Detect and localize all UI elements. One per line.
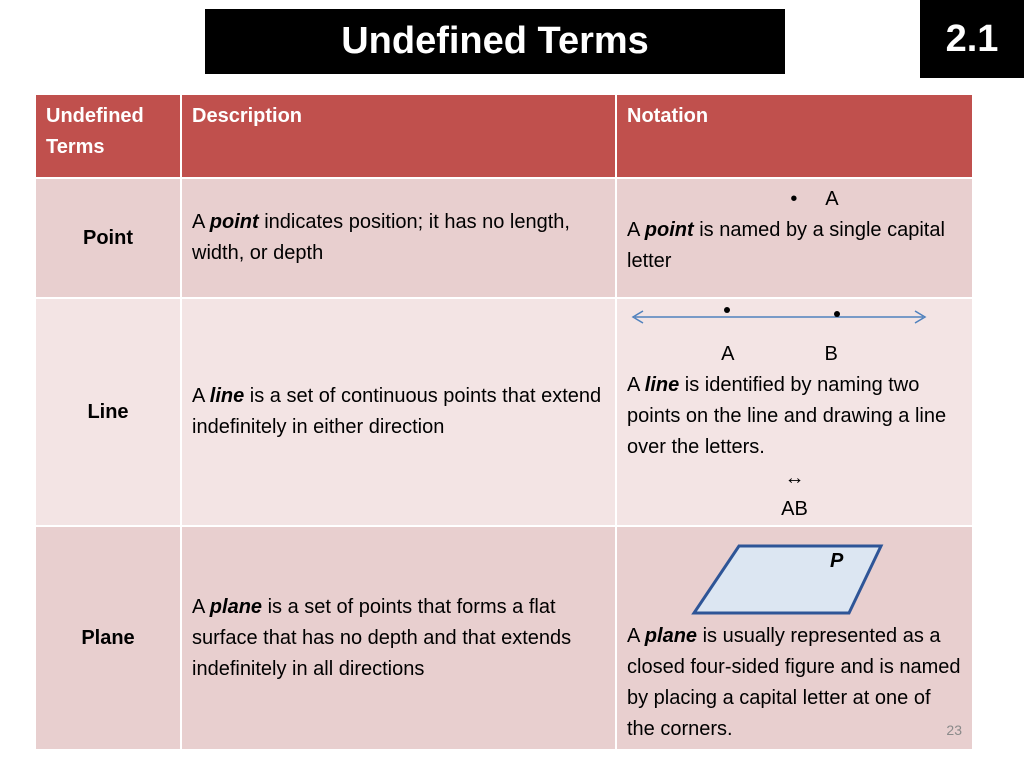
plane-parallelogram	[694, 546, 881, 613]
table-row-plane	[35, 526, 973, 750]
undefined-terms-table	[34, 93, 974, 751]
point-dot-icon: •	[790, 188, 798, 210]
notation-point-text: A point is named by a single capital letter	[627, 219, 945, 272]
description-point: A point indicates position; it has no length, width, or depth	[181, 178, 616, 298]
notation-plane-text: A plane is usually represented as a closed four-sided figure and is named by placing a capital letter at one of the corners.	[627, 625, 961, 740]
notation-line-text: A line is identified by naming two points on the line and drawing a line over the letters.	[627, 374, 947, 458]
notation-plane	[616, 526, 973, 750]
term-point: Point	[35, 178, 181, 298]
section-badge: 2.1	[920, 0, 1024, 78]
line-point-b-dot	[834, 311, 840, 317]
plane-label-p: P	[830, 550, 844, 572]
table-row-point	[35, 178, 973, 298]
header-notation: Notation	[616, 94, 973, 178]
table-header-row	[35, 94, 973, 178]
description-plane: A plane is a set of points that forms a flat surface that has no depth and that extends indefinitely in all directions	[181, 526, 616, 750]
line-label-a: A	[721, 343, 735, 365]
plane-diagram	[627, 543, 964, 617]
table-row-line	[35, 298, 973, 526]
line-notation-ab: AB	[781, 498, 808, 520]
line-diagram	[627, 305, 964, 333]
header-description: Description	[181, 94, 616, 178]
plane-diagram-wrap	[627, 543, 962, 621]
line-double-arrow-icon: ↔	[784, 467, 805, 489]
slide-title: Undefined Terms	[205, 9, 785, 74]
line-point-labels	[597, 339, 962, 370]
header-undefined-terms: Undefined Terms	[35, 94, 181, 178]
point-label-a: A	[825, 188, 839, 210]
description-line: A line is a set of continuous points that extend indefinitely in either direction	[181, 298, 616, 526]
line-point-a-dot	[724, 307, 730, 313]
line-label-b: B	[824, 343, 838, 365]
notation-line	[616, 298, 973, 526]
term-line: Line	[35, 298, 181, 526]
term-plane: Plane	[35, 526, 181, 750]
notation-point	[616, 178, 973, 298]
point-example	[627, 184, 962, 215]
page-number: 23	[946, 722, 962, 738]
